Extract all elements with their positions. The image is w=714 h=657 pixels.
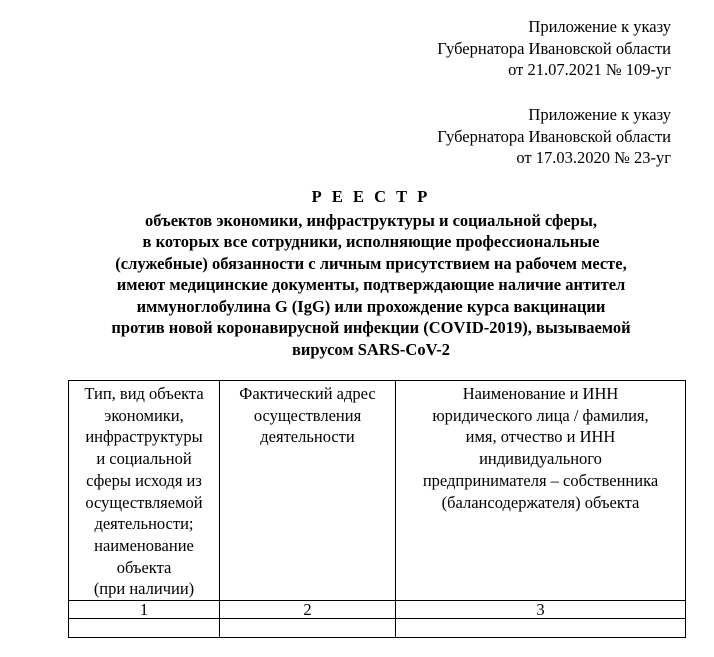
header-text-line: предпринимателя – собственника <box>422 470 659 490</box>
header-text-line: осуществляемой <box>85 492 203 512</box>
appendix-line: Губернатора Ивановской области <box>437 38 671 58</box>
table-row <box>69 619 686 638</box>
header-text-line: (балансодержателя) объекта <box>441 492 640 512</box>
header-text-line: Тип, вид объекта <box>84 384 204 403</box>
header-object-type <box>69 381 220 601</box>
header-text-line: Наименование и ИНН <box>462 384 619 403</box>
appendix-line: от 17.03.2020 № 23-уг <box>516 148 671 167</box>
table-header-row <box>69 381 686 601</box>
header-text-line: сферы исходя из <box>86 470 202 490</box>
header-text-line: экономики, <box>104 405 184 425</box>
header-text-line: инфраструктуры <box>85 427 203 447</box>
table-cell <box>220 619 396 638</box>
heading-line: вирусом SARS-CoV-2 <box>291 339 451 359</box>
heading-line: в которых все сотрудники, исполняющие профессиональные <box>142 232 600 251</box>
document-heading <box>0 186 714 360</box>
heading-line: против новой коронавирусной инфекции (COVID-2019), вызываемой <box>111 318 631 337</box>
column-number: 2 <box>220 601 396 619</box>
header-text-line: объекта <box>116 557 172 577</box>
header-text-line: осуществления <box>253 405 362 425</box>
heading-line: (служебные) обязанности с личным присутствием на рабочем месте, <box>115 253 627 273</box>
heading-line: объектов экономики, инфраструктуры и социальной сферы, <box>145 210 597 230</box>
appendix-line: от 21.07.2021 № 109-уг <box>508 60 671 79</box>
heading-line: иммуноглобулина G (IgG) или прохождение курса вакцинации <box>136 296 606 316</box>
appendix-line: Губернатора Ивановской области <box>437 126 671 146</box>
header-actual-address <box>220 381 396 601</box>
document-title: Р Е Е С Т Р <box>311 187 431 206</box>
appendix-line: Приложение к указу <box>528 17 671 36</box>
registry-table <box>68 380 686 638</box>
header-text-line: деятельности; <box>94 514 194 534</box>
table-cell <box>69 619 220 638</box>
header-text-line: деятельности <box>260 427 355 447</box>
heading-line: имеют медицинские документы, подтверждающие наличие антител <box>116 275 626 294</box>
column-number: 1 <box>69 601 220 619</box>
table-cell <box>396 619 686 638</box>
header-text-line: индивидуального <box>479 449 602 469</box>
header-text-line: имя, отчество и ИНН <box>465 427 616 447</box>
header-owner-name-inn <box>396 381 686 601</box>
appendix-note-2020 <box>437 104 671 169</box>
header-text-line: Фактический адрес <box>239 384 376 403</box>
header-text-line: наименование <box>94 535 194 555</box>
header-text-line: и социальной <box>96 449 192 469</box>
column-number-row <box>69 601 686 619</box>
appendix-note-2021 <box>437 16 671 81</box>
appendix-line: Приложение к указу <box>528 105 671 124</box>
column-number: 3 <box>396 601 686 619</box>
header-text-line: юридического лица / фамилия, <box>432 405 649 425</box>
header-text-line: (при наличии) <box>93 579 195 599</box>
